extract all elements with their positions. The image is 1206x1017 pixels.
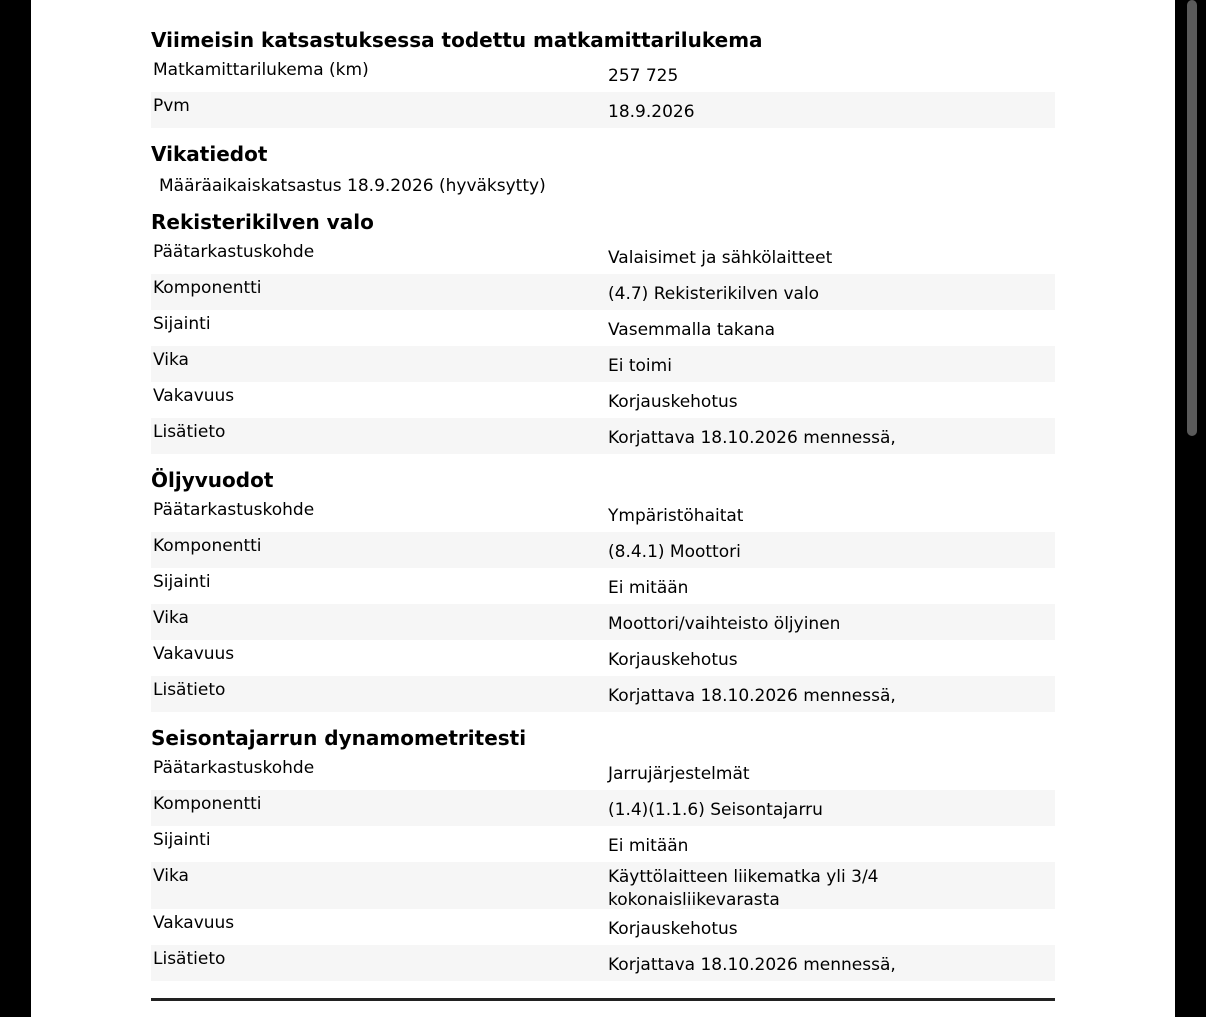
fault-title: Rekisterikilven valo xyxy=(151,210,374,234)
row-value: (1.4)(1.1.6) Seisontajarru xyxy=(608,800,823,820)
row-value: Ympäristöhaitat xyxy=(608,506,744,526)
fault-title: Öljyvuodot xyxy=(151,468,274,492)
row-label: Lisätieto xyxy=(153,680,226,700)
row-label: Sijainti xyxy=(153,572,211,592)
row-value: 18.9.2026 xyxy=(608,102,695,122)
row-label: Vakavuus xyxy=(153,913,235,933)
row-label: Vika xyxy=(153,866,189,886)
fault-section xyxy=(151,722,1055,981)
row-label: Sijainti xyxy=(153,314,211,334)
row-value: Korjauskehotus xyxy=(608,650,738,670)
row-value: Jarrujärjestelmät xyxy=(608,764,750,784)
table-row xyxy=(151,92,1055,128)
fault-section xyxy=(151,464,1055,712)
row-value: Vasemmalla takana xyxy=(608,320,776,340)
row-label: Sijainti xyxy=(153,830,211,850)
table-row xyxy=(151,909,1055,945)
table-row xyxy=(151,274,1055,310)
table-row xyxy=(151,862,1055,909)
table-row xyxy=(151,676,1055,712)
row-value: Korjattava 18.10.2026 mennessä, xyxy=(608,686,896,706)
table-row xyxy=(151,56,1055,92)
row-value: 257 725 xyxy=(608,66,679,86)
row-label: Päätarkastuskohde xyxy=(153,500,315,520)
document-page xyxy=(31,0,1175,1017)
document-content xyxy=(151,24,1055,981)
row-value: Ei toimi xyxy=(608,356,672,376)
row-label: Komponentti xyxy=(153,536,262,556)
table-row xyxy=(151,604,1055,640)
bottom-divider xyxy=(151,998,1055,1001)
table-row xyxy=(151,496,1055,532)
row-value: (8.4.1) Moottori xyxy=(608,542,741,562)
row-label: Vakavuus xyxy=(153,386,235,406)
odometer-title: Viimeisin katsastuksessa todettu matkamittarilukema xyxy=(151,28,763,52)
row-value: (4.7) Rekisterikilven valo xyxy=(608,284,820,304)
row-label: Päätarkastuskohde xyxy=(153,758,315,778)
row-label: Matkamittarilukema (km) xyxy=(153,60,369,80)
faults-title: Vikatiedot xyxy=(151,142,268,166)
table-row xyxy=(151,346,1055,382)
faults-section xyxy=(151,138,1055,206)
table-row xyxy=(151,945,1055,981)
scrollbar[interactable] xyxy=(1187,0,1197,436)
row-value: Korjattava 18.10.2026 mennessä, xyxy=(608,955,896,975)
row-value: Ei mitään xyxy=(608,578,689,598)
row-value: Korjauskehotus xyxy=(608,392,738,412)
table-row xyxy=(151,418,1055,454)
row-label: Komponentti xyxy=(153,278,262,298)
table-row xyxy=(151,310,1055,346)
row-label: Vika xyxy=(153,608,189,628)
row-label: Vika xyxy=(153,350,189,370)
row-value: Korjauskehotus xyxy=(608,919,738,939)
inspection-note: Määräaikaiskatsastus 18.9.2026 (hyväksytty) xyxy=(159,176,546,196)
row-label: Päätarkastuskohde xyxy=(153,242,315,262)
row-label: Komponentti xyxy=(153,794,262,814)
table-row xyxy=(151,754,1055,790)
row-label: Vakavuus xyxy=(153,644,235,664)
fault-title: Seisontajarrun dynamometritesti xyxy=(151,726,527,750)
fault-section xyxy=(151,206,1055,454)
odometer-section xyxy=(151,24,1055,128)
row-label: Lisätieto xyxy=(153,949,226,969)
table-row xyxy=(151,238,1055,274)
row-value: Valaisimet ja sähkölaitteet xyxy=(608,248,833,268)
row-label: Pvm xyxy=(153,96,190,116)
table-row xyxy=(151,826,1055,862)
row-value: Moottori/vaihteisto öljyinen xyxy=(608,614,841,634)
table-row xyxy=(151,382,1055,418)
row-label: Lisätieto xyxy=(153,422,226,442)
row-value: Ei mitään xyxy=(608,836,689,856)
table-row xyxy=(151,568,1055,604)
table-row xyxy=(151,640,1055,676)
table-row xyxy=(151,790,1055,826)
row-value: Käyttölaitteen liikematka yli 3/4 kokonaisliikevarasta xyxy=(608,867,879,910)
row-value: Korjattava 18.10.2026 mennessä, xyxy=(608,428,896,448)
table-row xyxy=(151,532,1055,568)
